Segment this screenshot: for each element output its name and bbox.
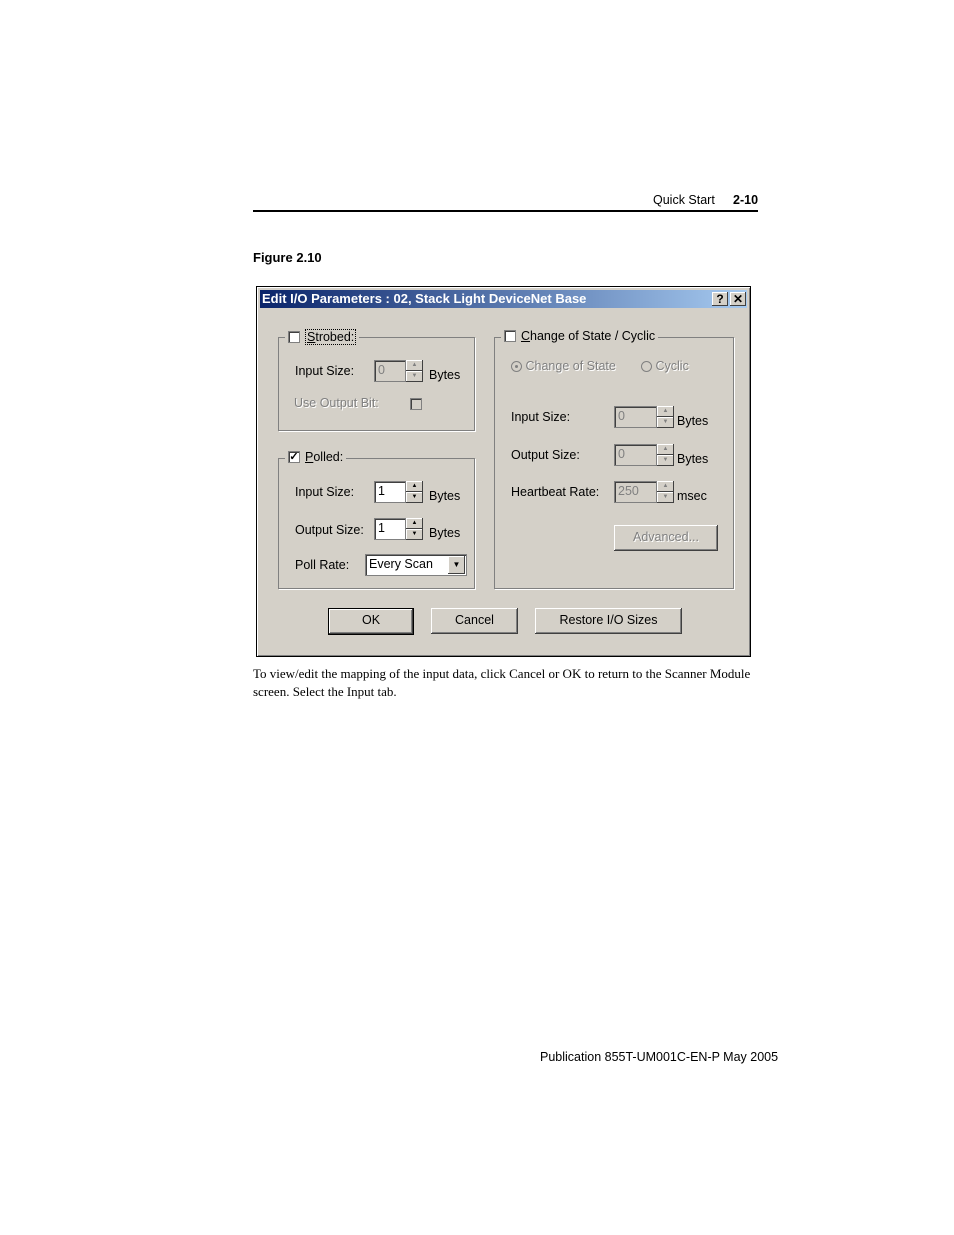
polled-output-size-label: Output Size: [295,523,364,537]
cos-checkbox[interactable] [504,330,516,342]
cancel-button[interactable]: Cancel [431,608,518,634]
header-page-number: 2-10 [733,193,759,207]
close-button[interactable]: ✕ [730,292,746,306]
poll-rate-select[interactable]: Every Scan ▼ [365,554,467,576]
cos-input-size-label: Input Size: [511,410,571,424]
polled-group [278,450,475,589]
spin-up-icon: ▲ [657,406,674,417]
spin-up-icon[interactable]: ▲ [406,518,423,529]
polled-output-unit: Bytes [429,526,461,540]
strobed-legend [285,329,359,345]
figure-label: Figure 2.10 [253,250,322,265]
use-output-bit-checkbox [410,398,422,410]
ok-button[interactable]: OK [328,608,414,635]
spin-down-icon[interactable]: ▼ [406,492,423,503]
use-output-bit-label: Use Output Bit: [294,396,379,410]
heartbeat-rate-spinner: 250 ▲ ▼ [614,481,664,503]
spin-up-icon[interactable]: ▲ [406,481,423,492]
strobed-checkbox[interactable] [288,331,300,343]
radio-icon [641,361,652,372]
strobed-input-size-spinner: 0 ▲ ▼ [374,360,424,382]
publication-footer: Publication 855T-UM001C-EN-P May 2005 [540,1050,779,1064]
cos-legend [501,329,658,343]
radio-cyclic: Cyclic [641,359,689,373]
polled-label: Polled: [305,450,344,464]
spin-down-icon: ▼ [657,492,674,503]
figure-caption: To view/edit the mapping of the input data, click Cancel or OK to return to the Scanner Module screen. Select the Input tab. [253,666,751,699]
cos-label: Change of State / Cyclic [521,329,656,343]
cos-output-size-spinner: 0 ▲ ▼ [614,444,664,466]
spin-down-icon[interactable]: ▼ [406,529,423,540]
strobed-group [278,330,475,431]
dropdown-arrow-icon[interactable]: ▼ [448,556,465,574]
cos-input-size-spinner: 0 ▲ ▼ [614,406,664,428]
strobed-label: Strobed: [307,330,355,344]
cos-output-size-label: Output Size: [511,448,580,462]
dialog-title: Edit I/O Parameters : 02, Stack Light DeviceNet Base [262,291,587,306]
dialog-titlebar [260,290,747,308]
cos-output-unit: Bytes [677,452,709,466]
cos-cyclic-group [494,329,734,589]
spin-up-icon: ▲ [657,481,674,492]
help-button[interactable]: ? [712,292,728,306]
spin-down-icon: ▼ [406,371,423,382]
radio-icon [511,361,522,372]
spin-up-icon: ▲ [406,360,423,371]
heartbeat-rate-label: Heartbeat Rate: [511,485,600,499]
edit-io-parameters-dialog [256,286,751,657]
polled-legend [285,450,346,464]
spin-down-icon: ▼ [657,417,674,428]
polled-checkbox[interactable]: ✓ [289,451,299,463]
header-rule [253,210,758,212]
spin-up-icon: ▲ [657,444,674,455]
radio-change-of-state: Change of State [511,359,616,373]
heartbeat-rate-unit: msec [677,489,707,503]
polled-output-size-spinner[interactable]: 1 ▲ ▼ [374,518,424,540]
restore-io-sizes-button[interactable]: Restore I/O Sizes [535,608,682,634]
header-section-title: Quick Start [653,193,715,207]
polled-input-unit: Bytes [429,489,461,503]
advanced-button: Advanced... [614,525,718,551]
cos-input-unit: Bytes [677,414,709,428]
strobed-input-unit: Bytes [429,368,461,382]
strobed-input-size-label: Input Size: [295,364,355,378]
polled-input-size-spinner[interactable]: 1 ▲ ▼ [374,481,424,503]
spin-down-icon: ▼ [657,455,674,466]
polled-input-size-label: Input Size: [295,485,355,499]
poll-rate-label: Poll Rate: [295,558,350,572]
